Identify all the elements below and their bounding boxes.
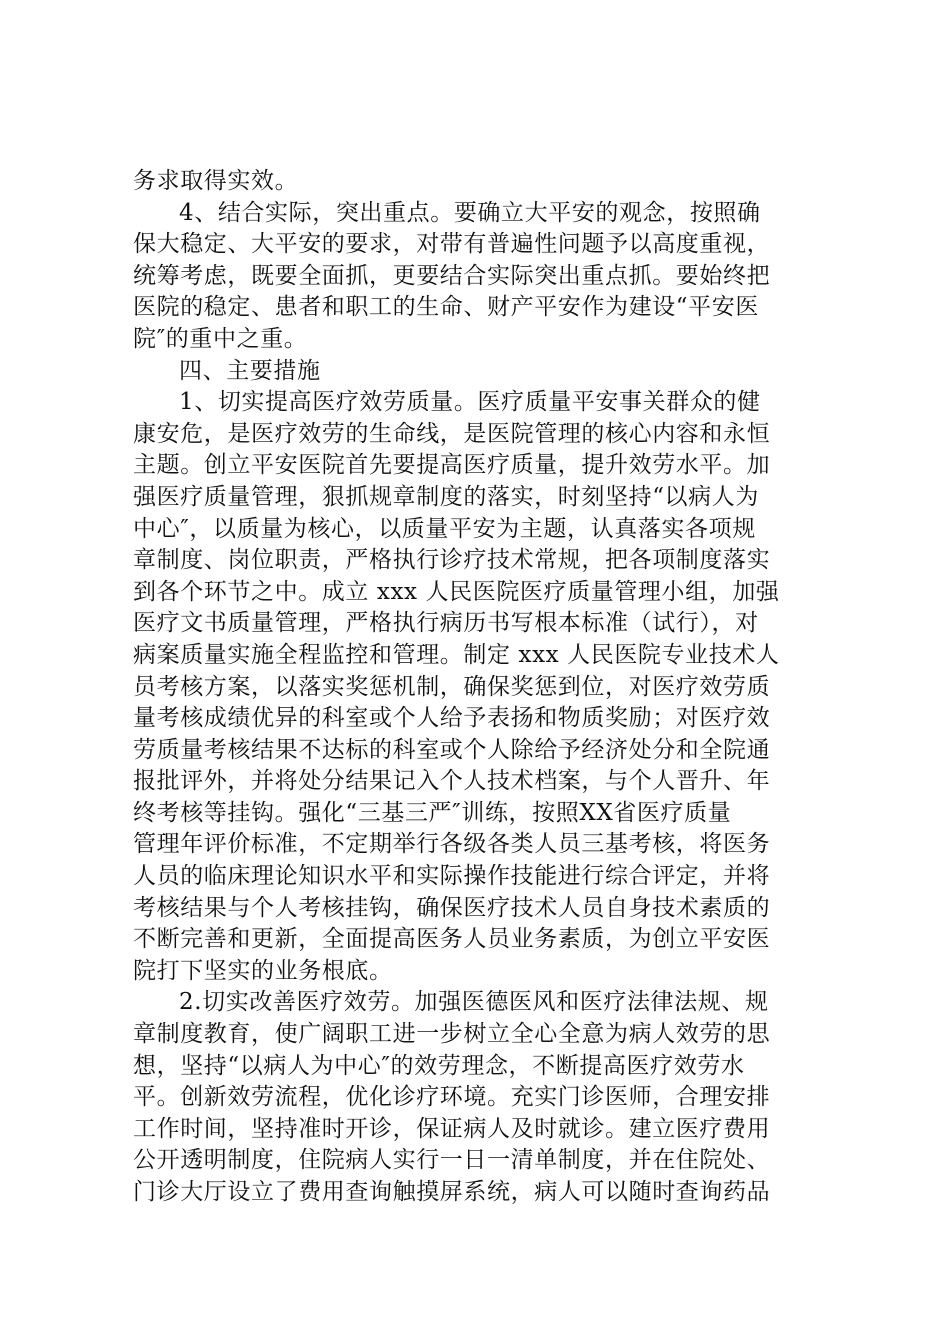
text-line: 务求取得实效。 (133, 168, 299, 194)
text-line: 章制度、岗位职责，严格执行诊疗技术常规，把各项制度落实 (133, 547, 771, 574)
text-line: 康安危，是医疗效劳的生命线，是医院管理的核心内容和永恒 (133, 420, 771, 447)
text-line: 想，坚持“以病人为中心″的效劳理念，不断提高医疗效劳水 (133, 1052, 745, 1079)
text-line: 章制度教育，使广阔职工进一步树立全心全意为病人效劳的思 (133, 1021, 771, 1048)
text-line: 保大稳定、大平安的要求，对带有普遍性问题予以高度重视， (133, 231, 771, 258)
document-page (133, 166, 823, 1209)
text-line: 工作时间，坚持准时开诊，保证病人及时就诊。建立医疗费用 (133, 1115, 771, 1142)
text-line: 院″的重中之重。 (133, 325, 308, 352)
text-line: 劳质量考核结果不达标的科室或个人除给予经济处分和全院通 (133, 736, 771, 763)
text-line: 医疗文书质量管理，严格执行病历书写根本标准（试行），对 (133, 610, 759, 637)
text-line: 统筹考虑，既要全面抓，更要结合实际突出重点抓。要始终把 (133, 262, 771, 289)
text-line: 中心″，以质量为核心，以质量平安为主题，认真落实各项规 (133, 515, 756, 542)
text-line: 门诊大厅设立了费用查询触摸屏系统，病人可以随时查询药品 (133, 1179, 771, 1205)
text-line: 到各个环节之中。成立 xxx 人民医院医疗质量管理小组，加强 (133, 578, 780, 605)
text-line: 4、结合实际，突出重点。要确立大平安的观念，按照确 (179, 199, 761, 226)
text-line: 医院的稳定、患者和职工的生命、财产平安作为建设“平安医 (133, 294, 759, 321)
text-line: 病案质量实施全程监控和管理。制定 xxx 人民医院专业技术人 (133, 641, 780, 668)
text-line: 管理年评价标准，不定期举行各级各类人员三基考核，将医务 (133, 831, 771, 858)
text-line: 人员的临床理论知识水平和实际操作技能进行综合评定，并将 (133, 863, 771, 890)
text-line: 员考核方案，以落实奖惩机制，确保奖惩到位，对医疗效劳质 (133, 673, 771, 700)
section-heading: 四、主要措施 (179, 357, 321, 384)
text-line: 报批评外，并将处分结果记入个人技术档案，与个人晋升、年 (133, 768, 771, 795)
text-line: 量考核成绩优异的科室或个人给予表扬和物质奖励；对医疗效 (133, 705, 771, 732)
text-line: 不断完善和更新，全面提高医务人员业务素质，为创立平安医 (133, 926, 771, 953)
text-line: 院打下坚实的业务根底。 (133, 957, 393, 984)
text-line: 考核结果与个人考核挂钩，确保医疗技术人员自身技术素质的 (133, 894, 771, 921)
text-line: 主题。创立平安医院首先要提高医疗质量，提升效劳水平。加 (133, 452, 771, 479)
text-line: 强医疗质量管理，狠抓规章制度的落实，时刻坚持“以病人为 (133, 483, 759, 510)
text-line: 公开透明制度，住院病人实行一日一清单制度，并在住院处、 (133, 1147, 771, 1174)
text-line: 平。创新效劳流程，优化诊疗环境。充实门诊医师，合理安排 (133, 1084, 771, 1111)
text-line: 2.切实改善医疗效劳。加强医德医风和医疗法律法规、规 (179, 989, 769, 1016)
text-line: 终考核等挂钩。强化“三基三严″训练，按照XX省医疗质量 (133, 799, 732, 826)
text-line: 1、切实提高医疗效劳质量。医疗质量平安事关群众的健 (179, 389, 761, 416)
